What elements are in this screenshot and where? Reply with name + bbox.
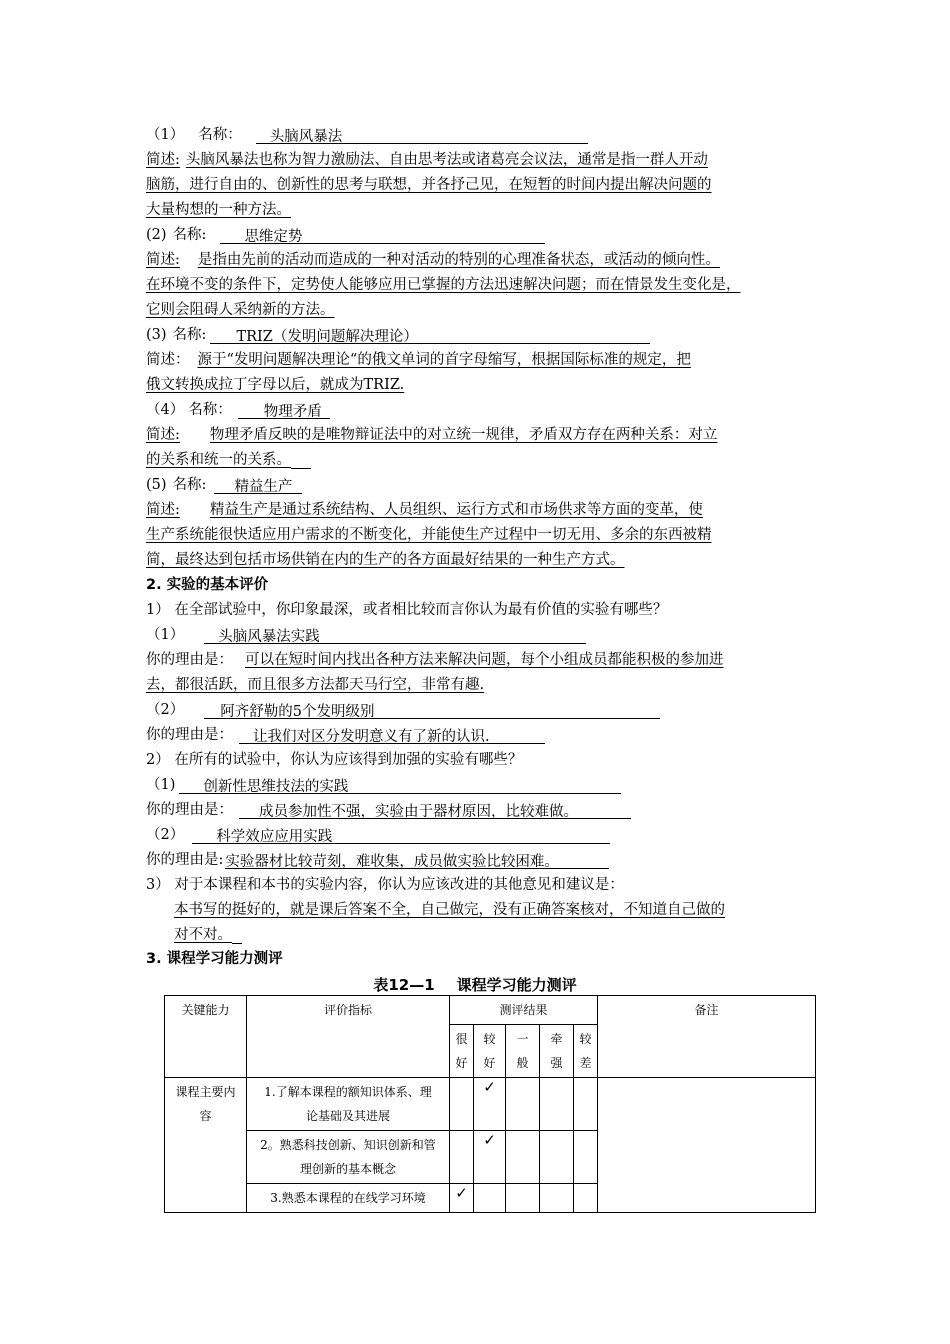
- evaluation-table: [164, 995, 816, 1213]
- item-2-name: 思维定势: [244, 229, 303, 245]
- check-mark: ✓: [483, 1131, 496, 1149]
- item-4-desc: 简述: 物理矛盾反映的是唯物辩证法中的对立统一规律，矛盾双方存在两种关系：对立: [146, 427, 718, 443]
- item-5-desc-line3: 简，最终达到包括市场供销在内的生产的各方面最好结果的一种生产方式。: [146, 552, 625, 568]
- header-key-ability: 关键能力: [165, 996, 247, 1078]
- item-3-desc-line2: 俄文转换成拉丁字母以后，就成为TRIZ.: [146, 377, 405, 393]
- item-2-desc-line2: 在环境不变的条件下，定势使人能够应用已掌握的方法迅速解决问题；而在情景发生变化是，: [146, 277, 741, 293]
- q3-answer: 本书写的挺好的，就是课后答案不全，自己做完，没有正确答案核对，不知道自己做的: [174, 902, 725, 918]
- criteria-cell: 1.了解本课程的额知识体系、理 论基础及其进展: [247, 1078, 450, 1131]
- criteria-cell: 3.熟悉本课程的在线学习环境: [247, 1184, 450, 1213]
- q1-reason-2: 你的理由是： 让我们对区分发明意义有了新的认识.: [146, 726, 545, 744]
- item-3-desc: 简述： 源于“发明问题解决理论“的俄文单词的首字母缩写，根据国际标准的规定，把: [146, 352, 691, 368]
- check-mark: ✓: [483, 1078, 496, 1096]
- group-label: 课程主要内 容: [165, 1078, 247, 1213]
- item-5-desc-line2: 生产系统能很快适应用户需求的不断变化，并能使生产过程中一切无用、多余的东西被精: [146, 527, 712, 543]
- item-2-title: (2) 名称: 思维定势: [146, 226, 545, 244]
- q1-reason-1-line2: 去，都很活跃，而且很多方法都天马行空，非常有趣.: [146, 677, 485, 693]
- header-result: 测评结果: [450, 996, 598, 1025]
- q1-reason-1: 你的理由是： 可以在短时间内找出各种方法来解决问题，每个小组成员都能积极的参加进: [146, 652, 724, 668]
- q2-reason-2: 你的理由是: 实验器材比较苛刻，难收集，成员做实验比较困难。: [146, 851, 609, 869]
- item-2-desc-line3: 它则会阻碍人采纳新的方法。: [146, 302, 335, 318]
- item-2-desc: 简述: 是指由先前的活动而造成的一种对活动的特别的心理准备状态，或活动的倾向性。: [146, 252, 720, 268]
- item-3-title: (3) 名称: TRIZ（发明问题解决理论）: [146, 326, 650, 344]
- criteria-cell: 2。熟悉科技创新、知识创新和管 理创新的基本概念: [247, 1131, 450, 1184]
- question-1: 1） 在全部试验中，你印象最深，或者相比较而言你认为最有价值的实验有哪些？: [146, 602, 668, 618]
- section-2-heading: 2. 实验的基本评价: [146, 577, 269, 593]
- q1-answer-1: （1） 头脑风暴法实践: [146, 626, 586, 644]
- level-good: 较 好: [474, 1025, 506, 1078]
- item-5-title: (5) 名称: 精益生产: [146, 476, 302, 494]
- q2-answer-1: （1) 创新性思维技法的实践: [146, 776, 621, 794]
- level-poor: 较 差: [574, 1025, 598, 1078]
- table-row: [165, 1078, 816, 1131]
- q2-reason-1: 你的理由是： 成员参加性不强，实验由于器材原因，比较难做。: [146, 801, 631, 819]
- check-mark: ✓: [455, 1184, 468, 1202]
- header-note: 备注: [598, 996, 816, 1078]
- table-caption: 表12—1 课程学习能力测评: [373, 976, 577, 994]
- item-1-name: 头脑风暴法: [269, 129, 343, 145]
- note-cell: [598, 1078, 816, 1213]
- level-very-good: 很 好: [450, 1025, 474, 1078]
- q1-answer-2: （2） 阿齐舒勒的5个发明级别: [146, 701, 660, 719]
- item-4-desc-line2: 的关系和统一的关系。: [146, 451, 311, 469]
- item-3-name: TRIZ（发明问题解决理论）: [236, 329, 418, 345]
- section-3-heading: 3. 课程学习能力测评: [146, 951, 283, 967]
- item-4-name: 物理矛盾: [263, 404, 322, 420]
- q3-answer-line2: 对不对。: [174, 926, 242, 944]
- item-1-title: （1） 名称： 头脑风暴法: [146, 126, 588, 144]
- level-average: 一 般: [506, 1025, 540, 1078]
- item-5-name: 精益生产: [234, 479, 293, 495]
- item-1-desc: 简述: 头脑风暴法也称为智力激励法、自由思考法或诸葛亮会议法，通常是指一群人开动: [146, 152, 708, 168]
- q2-answer-2: （2） 科学效应应用实践: [146, 826, 610, 844]
- item-4-title: （4） 名称： 物理矛盾: [146, 401, 330, 419]
- question-2: 2） 在所有的试验中，你认为应该得到加强的实验有哪些？: [146, 752, 523, 768]
- question-3: 3） 对于本课程和本书的实验内容，你认为应该改进的其他意见和建议是：: [146, 877, 624, 893]
- item-1-desc-line3: 大量构想的一种方法。: [146, 202, 291, 218]
- item-1-desc-line2: 脑筋，进行自由的、创新性的思考与联想，并各抒己见，在短暂的时间内提出解决问题的: [146, 177, 712, 193]
- header-criteria: 评价指标: [247, 996, 450, 1078]
- level-weak: 牵 强: [540, 1025, 574, 1078]
- item-5-desc: 简述: 精益生产是通过系统结构、人员组织、运行方式和市场供求等方面的变革，使: [146, 502, 703, 518]
